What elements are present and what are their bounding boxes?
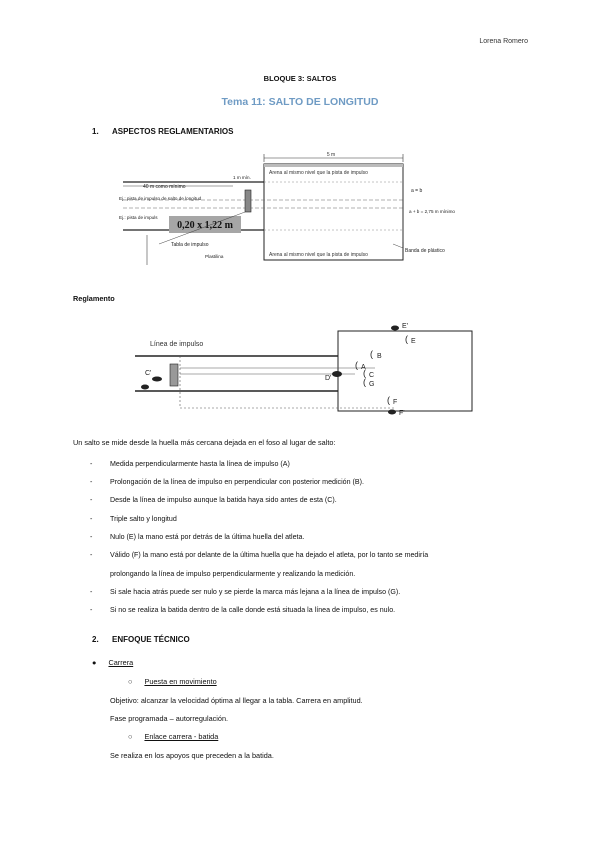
circle-bullet-icon: ○: [128, 677, 133, 686]
svg-text:(: (: [405, 334, 408, 344]
sub-item-label: Puesta en movimiento: [144, 677, 217, 686]
rules-intro: Un salto se mide desde la huella más cercana dejada en el foso al lugar de salto:: [73, 438, 336, 447]
label-e: E: [411, 338, 416, 345]
paragraph: Objetivo: alcanzar la velocidad óptima al llegar a la tabla. Carrera en amplitud.: [110, 696, 363, 705]
runway-axis-label: Ej.: pista de impulso de salto de longitud: [119, 196, 202, 201]
label-g: G: [369, 381, 375, 388]
section-title: ENFOQUE TÉCNICO: [112, 635, 190, 644]
block-title: BLOQUE 3: SALTOS: [263, 74, 337, 83]
impulse-board: [170, 364, 178, 386]
sub-item-puesta: [128, 677, 217, 686]
ab-label: a = b: [411, 188, 423, 194]
plastic-band-label: Banda de plástico: [405, 248, 445, 254]
bullet-item-carrera: [92, 658, 133, 667]
min-1m-label: 1 m mín.: [233, 175, 251, 180]
take-off-board: [245, 190, 251, 212]
section-title: ASPECTOS REGLAMENTARIOS: [112, 127, 234, 136]
impulse-line-label: Línea de impulso: [150, 341, 204, 348]
width-label: 5 m: [326, 152, 336, 158]
rules-heading: Reglamento: [73, 294, 115, 303]
svg-text:(: (: [355, 360, 358, 370]
bullet-dot-icon: ●: [92, 658, 97, 667]
svg-text:(: (: [363, 368, 366, 378]
label-c: C: [369, 372, 375, 379]
ab-min-label: a + b = 2,75 m mínimo: [409, 209, 455, 214]
label-f-prime: F': [399, 410, 405, 417]
svg-text:(: (: [363, 377, 366, 387]
bottom-zone-label: Arena al mismo nivel que la pista de impulso: [269, 252, 368, 258]
label-e-prime: E': [402, 323, 409, 330]
measurement-diagram: [125, 316, 480, 426]
label-f: F: [393, 399, 398, 406]
svg-text:(: (: [387, 395, 390, 405]
section-1-heading: [92, 127, 234, 136]
sub-item-enlace: [128, 732, 218, 741]
section-number: 1.: [92, 127, 99, 136]
author-name: Lorena Romero: [479, 38, 528, 45]
section-2-heading: [92, 635, 190, 644]
plasticine-label: Plastilina: [205, 254, 224, 259]
svg-text:(: (: [370, 349, 373, 359]
top-zone-label: Arena al mismo nivel que la pista de impulso: [269, 170, 368, 176]
runway-axis-label-2: Ej.: pista de impuls: [119, 215, 158, 220]
bullet-label: Carrera: [108, 658, 134, 667]
long-jump-pit-diagram: [113, 150, 455, 265]
label-b: B: [377, 353, 382, 360]
section-number: 2.: [92, 635, 99, 644]
paragraph: Se realiza en los apoyos que preceden a la batida.: [110, 751, 274, 760]
sub-item-label: Enlace carrera - batida: [144, 732, 219, 741]
label-a: A: [361, 364, 366, 371]
runway-40m-label: 40 m como mínimo: [143, 184, 186, 190]
circle-bullet-icon: ○: [128, 732, 133, 741]
board-label: Tabla de impulso: [171, 242, 209, 248]
board-size-label: 0,20 x 1,22 m: [177, 220, 233, 231]
paragraph: Fase programada – autorregulación.: [110, 714, 229, 723]
label-c-prime: C': [145, 370, 152, 377]
label-d-prime: D': [325, 375, 332, 382]
topic-title: Tema 11: SALTO DE LONGITUD: [221, 96, 379, 108]
